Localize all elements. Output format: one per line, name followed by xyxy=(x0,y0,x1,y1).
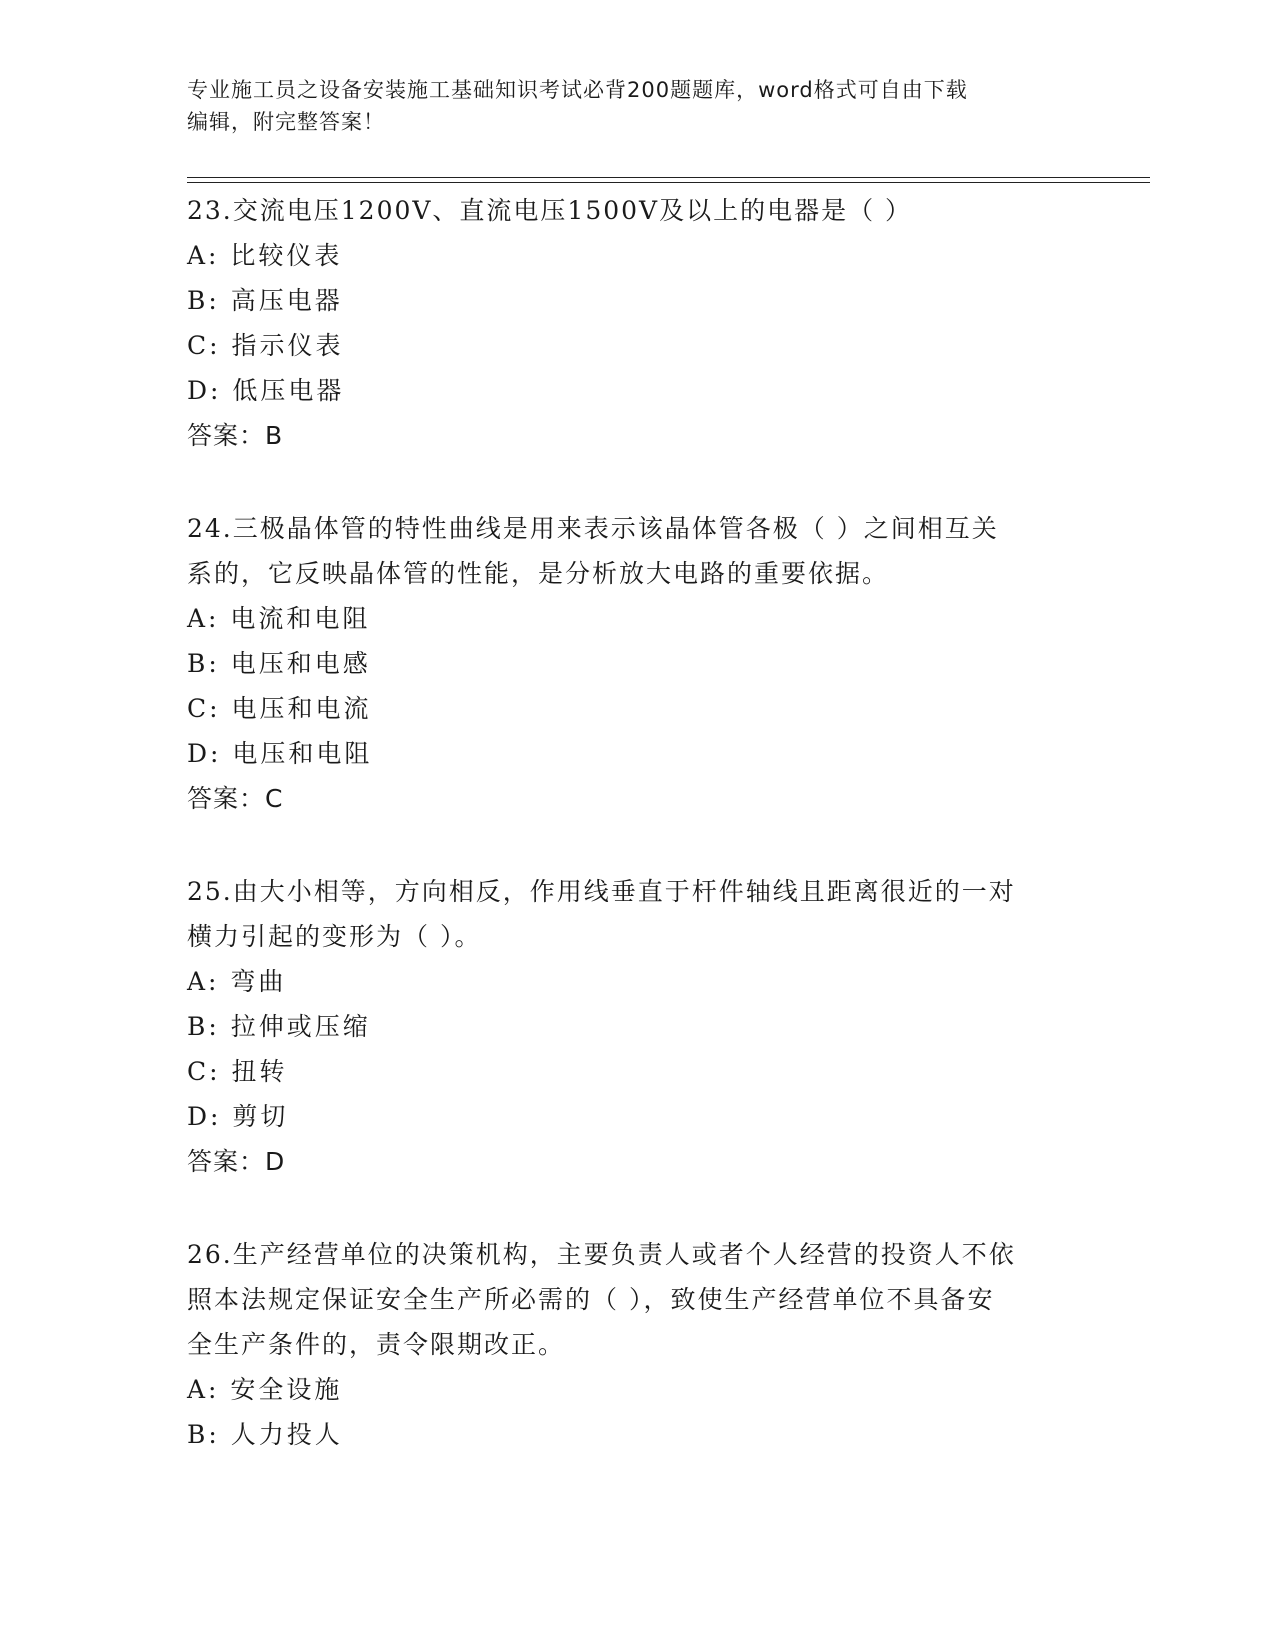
option-a: A: 弯曲 xyxy=(187,967,287,996)
answer: 答案：D xyxy=(187,1147,286,1176)
answer: 答案：B xyxy=(187,421,284,450)
option-d: D: 低压电器 xyxy=(187,376,345,405)
option-d: D: 电压和电阻 xyxy=(187,739,373,768)
question-24 xyxy=(187,506,1087,821)
header-title-line-1: 专业施工员之设备安装施工基础知识考试必背200题题库，word格式可自由下载 xyxy=(187,78,968,102)
question-25 xyxy=(187,869,1087,1184)
question-stem-line: 24.三极晶体管的特性曲线是用来表示该晶体管各极（ ）之间相互关 xyxy=(187,514,999,543)
option-b: B: 拉伸或压缩 xyxy=(187,1012,371,1041)
option-c: C: 扭转 xyxy=(187,1057,288,1086)
option-b: B: 电压和电感 xyxy=(187,649,371,678)
header-title-line-2: 编辑，附完整答案！ xyxy=(187,110,385,134)
question-stem-line: 全生产条件的，责令限期改正。 xyxy=(187,1330,566,1359)
header-divider-top xyxy=(187,177,1150,178)
question-stem-line: 26.生产经营单位的决策机构，主要负责人或者个人经营的投资人不依 xyxy=(187,1240,1016,1269)
option-c: C: 电压和电流 xyxy=(187,694,372,723)
header-divider-bottom xyxy=(187,182,1150,183)
option-a: A: 比较仪表 xyxy=(187,241,343,270)
option-a: A: 安全设施 xyxy=(187,1375,343,1404)
option-b: B: 人力投人 xyxy=(187,1420,343,1449)
option-c: C: 指示仪表 xyxy=(187,331,344,360)
question-stem-line: 23.交流电压1200V、直流电压1500V及以上的电器是（ ） xyxy=(187,196,913,225)
question-stem-line: 25.由大小相等，方向相反，作用线垂直于杆件轴线且距离很近的一对 xyxy=(187,877,1016,906)
question-stem-line: 照本法规定保证安全生产所必需的（ ），致使生产经营单位不具备安 xyxy=(187,1285,995,1314)
question-23 xyxy=(187,188,1087,458)
option-b: B: 高压电器 xyxy=(187,286,343,315)
answer: 答案：C xyxy=(187,784,284,813)
question-26 xyxy=(187,1232,1087,1457)
question-stem-line: 横力引起的变形为（ ）。 xyxy=(187,922,482,951)
option-a: A: 电流和电阻 xyxy=(187,604,371,633)
document-header xyxy=(187,74,1087,138)
option-d: D: 剪切 xyxy=(187,1102,289,1131)
question-stem-line: 系的，它反映晶体管的性能，是分析放大电路的重要依据。 xyxy=(187,559,890,588)
